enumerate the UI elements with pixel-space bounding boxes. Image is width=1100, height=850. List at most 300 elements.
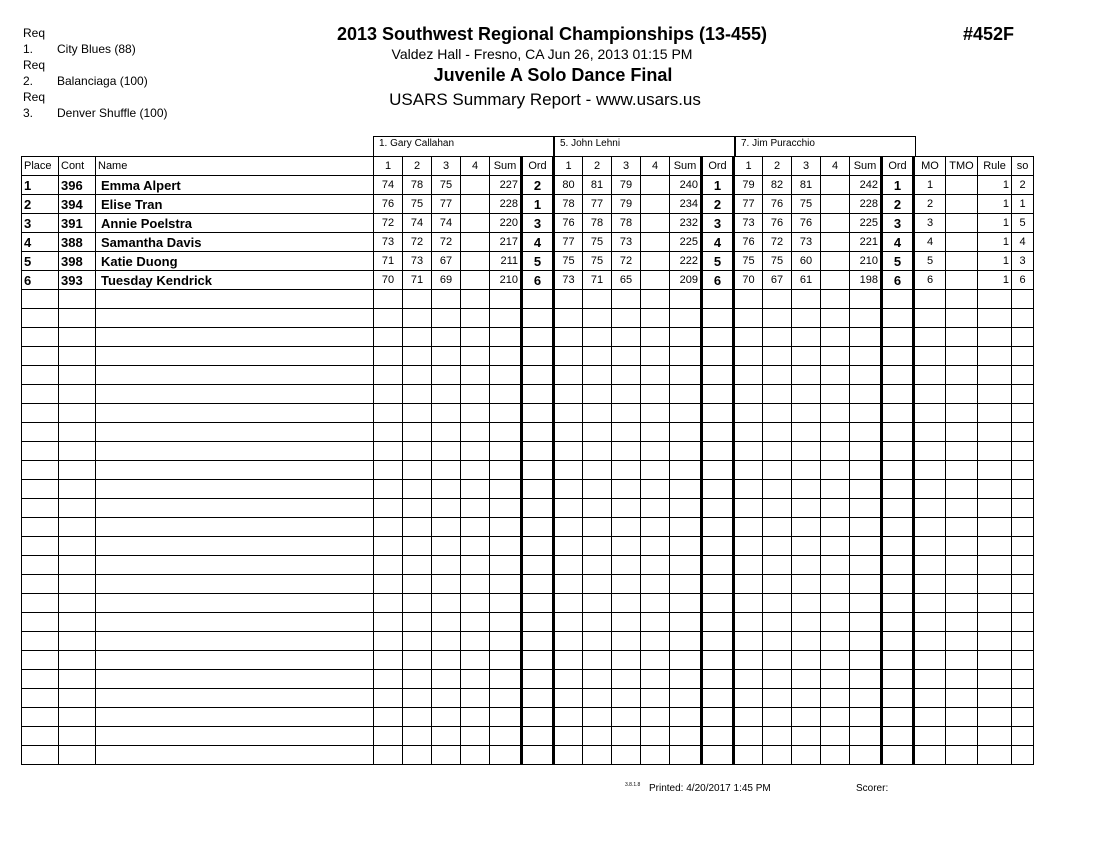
column-header-mark: 2 <box>583 157 612 176</box>
mark-cell <box>792 689 821 708</box>
mark-cell <box>641 290 670 309</box>
mo-cell: 4 <box>914 233 946 252</box>
mark-cell: 73 <box>792 233 821 252</box>
column-header-mark: 2 <box>763 157 792 176</box>
ordinal-cell <box>882 347 914 366</box>
tmo-cell <box>946 385 978 404</box>
table-row <box>22 461 1034 480</box>
mark-cell <box>792 442 821 461</box>
sum-cell: 209 <box>670 271 702 290</box>
mark-cell <box>403 499 432 518</box>
mark-cell <box>432 632 461 651</box>
mark-cell <box>583 537 612 556</box>
sum-cell: 217 <box>490 233 522 252</box>
column-header-mark: 1 <box>554 157 583 176</box>
mark-cell <box>792 632 821 651</box>
mark-cell <box>461 233 490 252</box>
mark-cell <box>821 575 850 594</box>
mark-cell <box>432 613 461 632</box>
mark-cell <box>641 404 670 423</box>
mark-cell <box>792 613 821 632</box>
skater-name-cell <box>96 347 374 366</box>
ordinal-cell <box>882 746 914 765</box>
mark-cell <box>734 575 763 594</box>
rule-cell <box>978 385 1012 404</box>
mo-cell <box>914 290 946 309</box>
mark-cell <box>461 309 490 328</box>
place-cell <box>22 366 59 385</box>
table-row <box>22 746 1034 765</box>
scorer-label: Scorer: <box>856 783 889 794</box>
mark-cell <box>792 575 821 594</box>
mark-cell <box>734 651 763 670</box>
mark-cell <box>821 328 850 347</box>
mark-cell: 81 <box>583 176 612 195</box>
rule-cell <box>978 480 1012 499</box>
place-cell <box>22 328 59 347</box>
ordinal-cell <box>522 518 554 537</box>
mo-cell <box>914 518 946 537</box>
ordinal-cell <box>522 594 554 613</box>
mo-cell <box>914 537 946 556</box>
ordinal-cell: 2 <box>522 176 554 195</box>
mark-cell: 75 <box>583 233 612 252</box>
so-cell <box>1012 328 1034 347</box>
contestant-number-cell <box>59 347 96 366</box>
rule-cell <box>978 651 1012 670</box>
mark-cell: 73 <box>403 252 432 271</box>
mark-cell <box>461 480 490 499</box>
ordinal-cell: 4 <box>522 233 554 252</box>
mark-cell <box>792 366 821 385</box>
mark-cell <box>432 290 461 309</box>
sum-cell <box>850 689 882 708</box>
mark-cell <box>554 537 583 556</box>
ordinal-cell: 4 <box>882 233 914 252</box>
sum-cell: 234 <box>670 195 702 214</box>
mark-cell: 71 <box>403 271 432 290</box>
tmo-cell <box>946 480 978 499</box>
mark-cell <box>432 404 461 423</box>
mark-cell <box>461 328 490 347</box>
judge-name: 1. Gary Callahan <box>373 136 554 156</box>
sum-cell <box>670 670 702 689</box>
skater-name-cell <box>96 309 374 328</box>
place-cell <box>22 556 59 575</box>
mark-cell <box>821 176 850 195</box>
mark-cell <box>554 385 583 404</box>
mark-cell <box>583 366 612 385</box>
sum-cell: 220 <box>490 214 522 233</box>
ordinal-cell <box>882 727 914 746</box>
table-row <box>22 366 1034 385</box>
ordinal-cell <box>882 423 914 442</box>
mo-cell <box>914 594 946 613</box>
mark-cell <box>792 556 821 575</box>
mark-cell <box>403 556 432 575</box>
mark-cell <box>583 689 612 708</box>
mark-cell <box>792 518 821 537</box>
sum-cell <box>490 328 522 347</box>
mark-cell <box>763 556 792 575</box>
mark-cell <box>461 708 490 727</box>
mark-cell <box>612 385 641 404</box>
contestant-number-cell <box>59 689 96 708</box>
table-row <box>22 499 1034 518</box>
mark-cell <box>554 461 583 480</box>
mark-cell <box>792 651 821 670</box>
so-cell <box>1012 689 1034 708</box>
rule-cell <box>978 575 1012 594</box>
skater-name-cell <box>96 537 374 556</box>
page-title: 2013 Southwest Regional Championships (13-455) <box>336 24 768 44</box>
sum-cell <box>670 385 702 404</box>
so-cell <box>1012 423 1034 442</box>
so-cell <box>1012 727 1034 746</box>
sum-cell <box>490 594 522 613</box>
sum-cell <box>670 537 702 556</box>
mark-cell <box>641 708 670 727</box>
sum-cell <box>850 651 882 670</box>
sum-cell <box>490 708 522 727</box>
mark-cell <box>792 347 821 366</box>
mark-cell: 79 <box>612 195 641 214</box>
ordinal-cell <box>882 385 914 404</box>
place-cell <box>22 651 59 670</box>
ordinal-cell <box>702 670 734 689</box>
mark-cell <box>403 613 432 632</box>
sum-cell <box>670 347 702 366</box>
ordinal-cell <box>702 328 734 347</box>
sum-cell <box>490 727 522 746</box>
mark-cell <box>612 594 641 613</box>
sum-cell <box>490 423 522 442</box>
mark-cell: 76 <box>554 214 583 233</box>
mark-cell <box>432 727 461 746</box>
place-cell <box>22 727 59 746</box>
mark-cell <box>821 537 850 556</box>
sum-cell: 240 <box>670 176 702 195</box>
so-cell: 4 <box>1012 233 1034 252</box>
column-header-place: Place <box>22 157 59 176</box>
mark-cell <box>612 499 641 518</box>
tmo-cell <box>946 176 978 195</box>
so-cell <box>1012 613 1034 632</box>
mark-cell <box>734 347 763 366</box>
tmo-cell <box>946 556 978 575</box>
printed-timestamp: Printed: 4/20/2017 1:45 PM <box>649 783 771 794</box>
mark-cell <box>763 480 792 499</box>
software-version: 3.8.1.8 <box>625 782 641 788</box>
mark-cell <box>641 556 670 575</box>
mark-cell <box>792 385 821 404</box>
mark-cell <box>554 518 583 537</box>
requirement-text: Balanciaga (100) <box>57 74 148 88</box>
mark-cell <box>461 442 490 461</box>
place-cell <box>22 499 59 518</box>
mo-cell <box>914 746 946 765</box>
event-name: Juvenile A Solo Dance Final <box>433 65 673 85</box>
mark-cell <box>763 727 792 746</box>
mark-cell <box>612 670 641 689</box>
mark-cell <box>554 404 583 423</box>
mark-cell <box>583 461 612 480</box>
contestant-number-cell <box>59 727 96 746</box>
mark-cell <box>583 556 612 575</box>
mark-cell <box>792 537 821 556</box>
mo-cell <box>914 613 946 632</box>
mark-cell <box>763 290 792 309</box>
tmo-cell <box>946 594 978 613</box>
ordinal-cell <box>882 366 914 385</box>
mark-cell <box>432 575 461 594</box>
mark-cell <box>612 651 641 670</box>
mark-cell <box>763 404 792 423</box>
mark-cell <box>403 746 432 765</box>
mark-cell <box>554 309 583 328</box>
sum-cell <box>850 442 882 461</box>
ordinal-cell <box>522 480 554 499</box>
mark-cell <box>432 518 461 537</box>
mark-cell <box>821 480 850 499</box>
so-cell: 5 <box>1012 214 1034 233</box>
mark-cell: 73 <box>734 214 763 233</box>
mark-cell <box>583 309 612 328</box>
mark-cell <box>763 309 792 328</box>
skater-name-cell <box>96 727 374 746</box>
ordinal-cell <box>522 632 554 651</box>
ordinal-cell: 5 <box>522 252 554 271</box>
place-cell: 5 <box>22 252 59 271</box>
mark-cell <box>461 423 490 442</box>
judge-name: 7. Jim Puracchio <box>735 136 916 156</box>
mark-cell <box>763 746 792 765</box>
mark-cell <box>461 518 490 537</box>
ordinal-cell <box>702 347 734 366</box>
mark-cell <box>583 442 612 461</box>
so-cell <box>1012 537 1034 556</box>
mark-cell <box>374 632 403 651</box>
mark-cell <box>763 651 792 670</box>
rule-cell <box>978 442 1012 461</box>
mark-cell <box>374 575 403 594</box>
tmo-cell <box>946 651 978 670</box>
sum-cell <box>490 613 522 632</box>
mo-cell <box>914 727 946 746</box>
rule-cell: 1 <box>978 214 1012 233</box>
mark-cell <box>403 404 432 423</box>
mark-cell: 71 <box>374 252 403 271</box>
mark-cell <box>461 575 490 594</box>
ordinal-cell <box>882 575 914 594</box>
mark-cell <box>821 252 850 271</box>
mark-cell <box>461 252 490 271</box>
mark-cell <box>583 632 612 651</box>
ordinal-cell <box>522 613 554 632</box>
column-header-tmo: TMO <box>946 157 978 176</box>
rule-cell <box>978 556 1012 575</box>
mo-cell <box>914 366 946 385</box>
mark-cell <box>821 442 850 461</box>
column-header-mark: 3 <box>432 157 461 176</box>
ordinal-cell: 6 <box>522 271 554 290</box>
sum-cell: 221 <box>850 233 882 252</box>
table-row <box>22 252 1034 271</box>
sum-cell: 232 <box>670 214 702 233</box>
mo-cell <box>914 480 946 499</box>
mark-cell <box>612 632 641 651</box>
mark-cell <box>403 461 432 480</box>
ordinal-cell <box>522 442 554 461</box>
mark-cell <box>821 214 850 233</box>
tmo-cell <box>946 366 978 385</box>
table-header-row <box>22 157 1034 176</box>
mark-cell <box>763 575 792 594</box>
contestant-number-cell <box>59 518 96 537</box>
mark-cell <box>554 575 583 594</box>
mark-cell: 76 <box>763 195 792 214</box>
place-cell <box>22 632 59 651</box>
mark-cell <box>374 708 403 727</box>
tmo-cell <box>946 727 978 746</box>
sum-cell <box>670 290 702 309</box>
mark-cell <box>821 594 850 613</box>
mark-cell <box>461 613 490 632</box>
ordinal-cell <box>522 461 554 480</box>
ordinal-cell <box>702 556 734 575</box>
mark-cell <box>612 347 641 366</box>
ordinal-cell <box>882 632 914 651</box>
mark-cell <box>734 556 763 575</box>
mark-cell <box>461 366 490 385</box>
mark-cell: 74 <box>374 176 403 195</box>
mark-cell: 79 <box>734 176 763 195</box>
table-row <box>22 480 1034 499</box>
mark-cell <box>583 347 612 366</box>
place-cell <box>22 480 59 499</box>
mark-cell <box>763 537 792 556</box>
sum-cell <box>850 632 882 651</box>
mark-cell <box>403 575 432 594</box>
mark-cell <box>432 651 461 670</box>
mark-cell <box>734 461 763 480</box>
rule-cell <box>978 613 1012 632</box>
mark-cell <box>461 347 490 366</box>
mark-cell <box>734 442 763 461</box>
mark-cell <box>612 309 641 328</box>
tmo-cell <box>946 575 978 594</box>
mark-cell <box>432 347 461 366</box>
tmo-cell <box>946 271 978 290</box>
ordinal-cell <box>522 708 554 727</box>
mark-cell <box>403 537 432 556</box>
mark-cell: 69 <box>432 271 461 290</box>
mark-cell <box>821 651 850 670</box>
column-header-mark: 1 <box>374 157 403 176</box>
so-cell <box>1012 708 1034 727</box>
rule-cell <box>978 727 1012 746</box>
mark-cell <box>612 727 641 746</box>
ordinal-cell <box>702 708 734 727</box>
mark-cell <box>612 575 641 594</box>
skater-name-cell <box>96 480 374 499</box>
so-cell: 2 <box>1012 176 1034 195</box>
ordinal-cell <box>522 537 554 556</box>
mark-cell <box>734 613 763 632</box>
mark-cell: 77 <box>734 195 763 214</box>
mark-cell <box>792 708 821 727</box>
mark-cell <box>821 347 850 366</box>
mark-cell <box>763 670 792 689</box>
table-row <box>22 195 1034 214</box>
mo-cell <box>914 404 946 423</box>
mark-cell <box>403 347 432 366</box>
mark-cell <box>612 556 641 575</box>
mark-cell <box>374 347 403 366</box>
mark-cell <box>374 651 403 670</box>
ordinal-cell: 2 <box>702 195 734 214</box>
mark-cell <box>821 309 850 328</box>
mark-cell <box>403 518 432 537</box>
rule-cell <box>978 594 1012 613</box>
ordinal-cell <box>522 575 554 594</box>
place-cell: 1 <box>22 176 59 195</box>
sum-cell: 242 <box>850 176 882 195</box>
sum-cell <box>670 442 702 461</box>
mark-cell <box>403 442 432 461</box>
contestant-number-cell <box>59 366 96 385</box>
mark-cell <box>583 328 612 347</box>
mark-cell <box>612 518 641 537</box>
mark-cell <box>374 613 403 632</box>
mark-cell: 78 <box>554 195 583 214</box>
judge-name: 5. John Lehni <box>554 136 735 156</box>
contestant-number-cell <box>59 290 96 309</box>
mark-cell: 74 <box>403 214 432 233</box>
tmo-cell <box>946 442 978 461</box>
mark-cell <box>461 214 490 233</box>
report-subtitle: USARS Summary Report - www.usars.us <box>389 90 701 109</box>
mark-cell <box>583 594 612 613</box>
mark-cell <box>583 575 612 594</box>
mark-cell <box>641 347 670 366</box>
mark-cell <box>554 423 583 442</box>
ordinal-cell: 6 <box>702 271 734 290</box>
mark-cell <box>374 556 403 575</box>
ordinal-cell <box>522 328 554 347</box>
mark-cell <box>641 309 670 328</box>
mark-cell <box>554 613 583 632</box>
mark-cell <box>554 480 583 499</box>
mark-cell <box>374 480 403 499</box>
mark-cell <box>734 290 763 309</box>
column-header-name: Name <box>96 157 374 176</box>
contestant-number-cell <box>59 480 96 499</box>
mark-cell <box>461 499 490 518</box>
skater-name-cell <box>96 328 374 347</box>
mark-cell <box>583 290 612 309</box>
ordinal-cell <box>522 385 554 404</box>
mark-cell <box>641 575 670 594</box>
sum-cell <box>490 575 522 594</box>
mark-cell <box>403 632 432 651</box>
mark-cell: 67 <box>763 271 792 290</box>
rule-cell <box>978 461 1012 480</box>
tmo-cell <box>946 708 978 727</box>
mark-cell <box>461 632 490 651</box>
so-cell <box>1012 366 1034 385</box>
mark-cell <box>763 442 792 461</box>
